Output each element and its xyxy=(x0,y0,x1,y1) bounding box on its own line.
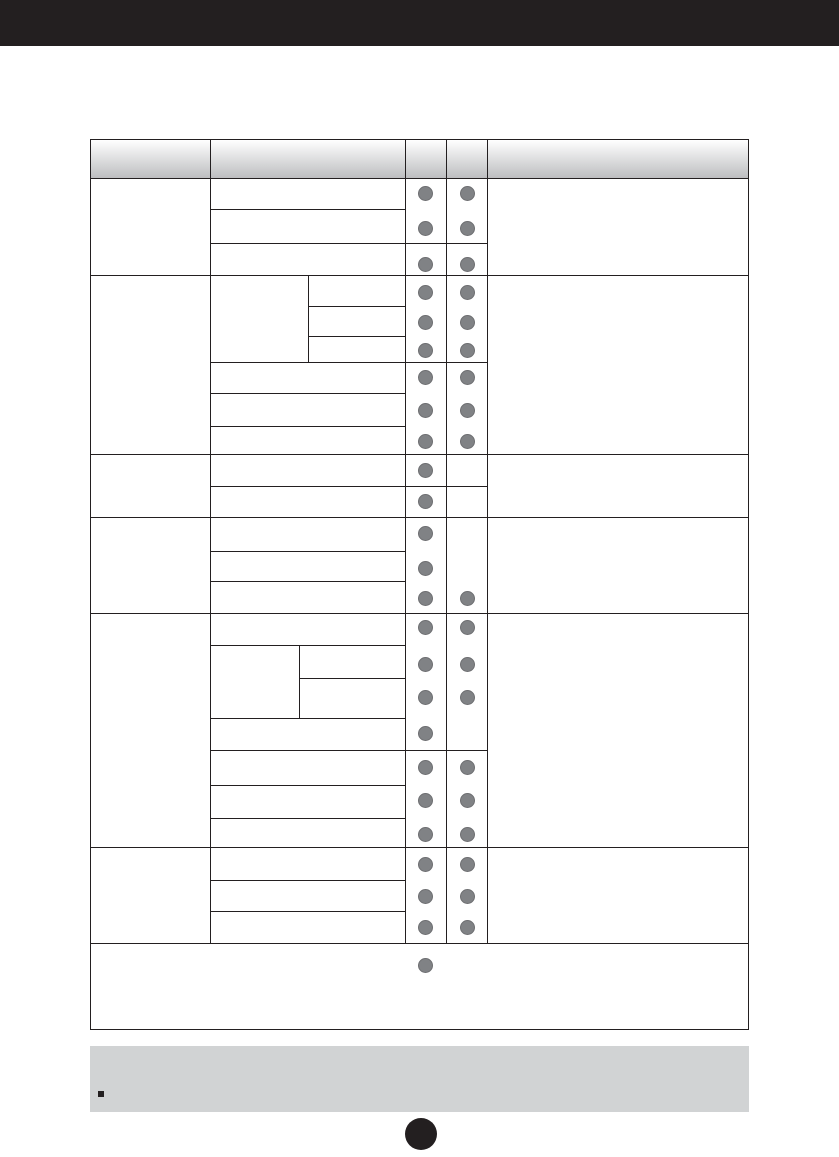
filled-circle-icon xyxy=(460,257,475,272)
table-row-divider xyxy=(210,486,487,487)
column-divider-1 xyxy=(210,140,211,943)
table-row-divider xyxy=(210,551,405,552)
filled-circle-icon xyxy=(418,889,433,904)
column-divider-2 xyxy=(405,140,406,943)
filled-circle-icon xyxy=(418,857,433,872)
table-row-divider xyxy=(210,426,405,427)
table-row-divider xyxy=(210,581,405,582)
filled-circle-icon xyxy=(460,403,475,418)
filled-circle-icon xyxy=(418,620,433,635)
filled-circle-icon xyxy=(418,463,433,478)
filled-circle-icon xyxy=(460,657,475,672)
table-row-divider xyxy=(210,645,405,646)
note-bullet-icon xyxy=(98,1091,104,1097)
filled-circle-icon xyxy=(418,343,433,358)
table-row-divider xyxy=(308,306,405,307)
filled-circle-icon xyxy=(418,285,433,300)
subcolumn-divider-b xyxy=(299,645,300,718)
settings-table xyxy=(90,139,749,1030)
table-row-divider xyxy=(210,880,405,881)
filled-circle-icon xyxy=(418,793,433,808)
filled-circle-icon xyxy=(418,657,433,672)
filled-circle-icon xyxy=(418,561,433,576)
filled-circle-icon xyxy=(460,690,475,705)
table-row-divider xyxy=(210,209,405,210)
filled-circle-icon xyxy=(418,494,433,509)
column-divider-4 xyxy=(487,140,488,943)
filled-circle-icon xyxy=(460,591,475,606)
subcolumn-divider-a xyxy=(308,276,309,362)
group-divider-4 xyxy=(91,613,748,614)
filled-circle-icon xyxy=(460,620,475,635)
filled-circle-icon xyxy=(460,285,475,300)
page-header-bar xyxy=(0,0,839,46)
filled-circle-icon xyxy=(418,827,433,842)
filled-circle-icon xyxy=(418,726,433,741)
filled-circle-icon xyxy=(418,186,433,201)
filled-circle-icon xyxy=(418,920,433,935)
filled-circle-icon xyxy=(460,889,475,904)
table-row-divider xyxy=(210,718,405,719)
filled-circle-icon xyxy=(460,186,475,201)
group-divider-5 xyxy=(91,847,748,848)
filled-circle-icon xyxy=(460,920,475,935)
filled-circle-icon xyxy=(460,857,475,872)
filled-circle-icon xyxy=(418,221,433,236)
table-row-divider xyxy=(210,243,487,244)
table-row-divider xyxy=(210,785,405,786)
filled-circle-icon xyxy=(418,257,433,272)
table-header-row xyxy=(91,140,748,179)
table-row-divider xyxy=(210,393,405,394)
table-row-divider xyxy=(210,750,487,751)
filled-circle-icon xyxy=(460,827,475,842)
group-divider-2 xyxy=(91,454,748,455)
filled-circle-icon xyxy=(460,343,475,358)
filled-circle-icon xyxy=(460,434,475,449)
filled-circle-icon xyxy=(460,760,475,775)
filled-circle-icon xyxy=(418,370,433,385)
filled-circle-icon xyxy=(460,793,475,808)
table-row-divider xyxy=(210,362,487,363)
table-row-divider xyxy=(299,678,405,679)
filled-circle-icon xyxy=(460,370,475,385)
note-box xyxy=(90,1046,749,1112)
table-row-divider xyxy=(210,911,405,912)
table-row-divider xyxy=(210,818,405,819)
filled-circle-icon xyxy=(418,526,433,541)
table-row-divider xyxy=(308,336,405,337)
filled-circle-icon xyxy=(418,690,433,705)
column-divider-3 xyxy=(446,140,447,943)
page-number-badge xyxy=(405,1118,437,1150)
filled-circle-icon xyxy=(418,403,433,418)
filled-circle-icon xyxy=(418,434,433,449)
group-divider-1 xyxy=(91,275,748,276)
filled-circle-icon xyxy=(418,958,433,973)
filled-circle-icon xyxy=(418,760,433,775)
filled-circle-icon xyxy=(460,315,475,330)
filled-circle-icon xyxy=(418,591,433,606)
filled-circle-icon xyxy=(460,221,475,236)
filled-circle-icon xyxy=(418,315,433,330)
group-divider-6 xyxy=(91,943,748,944)
group-divider-3 xyxy=(91,517,748,518)
